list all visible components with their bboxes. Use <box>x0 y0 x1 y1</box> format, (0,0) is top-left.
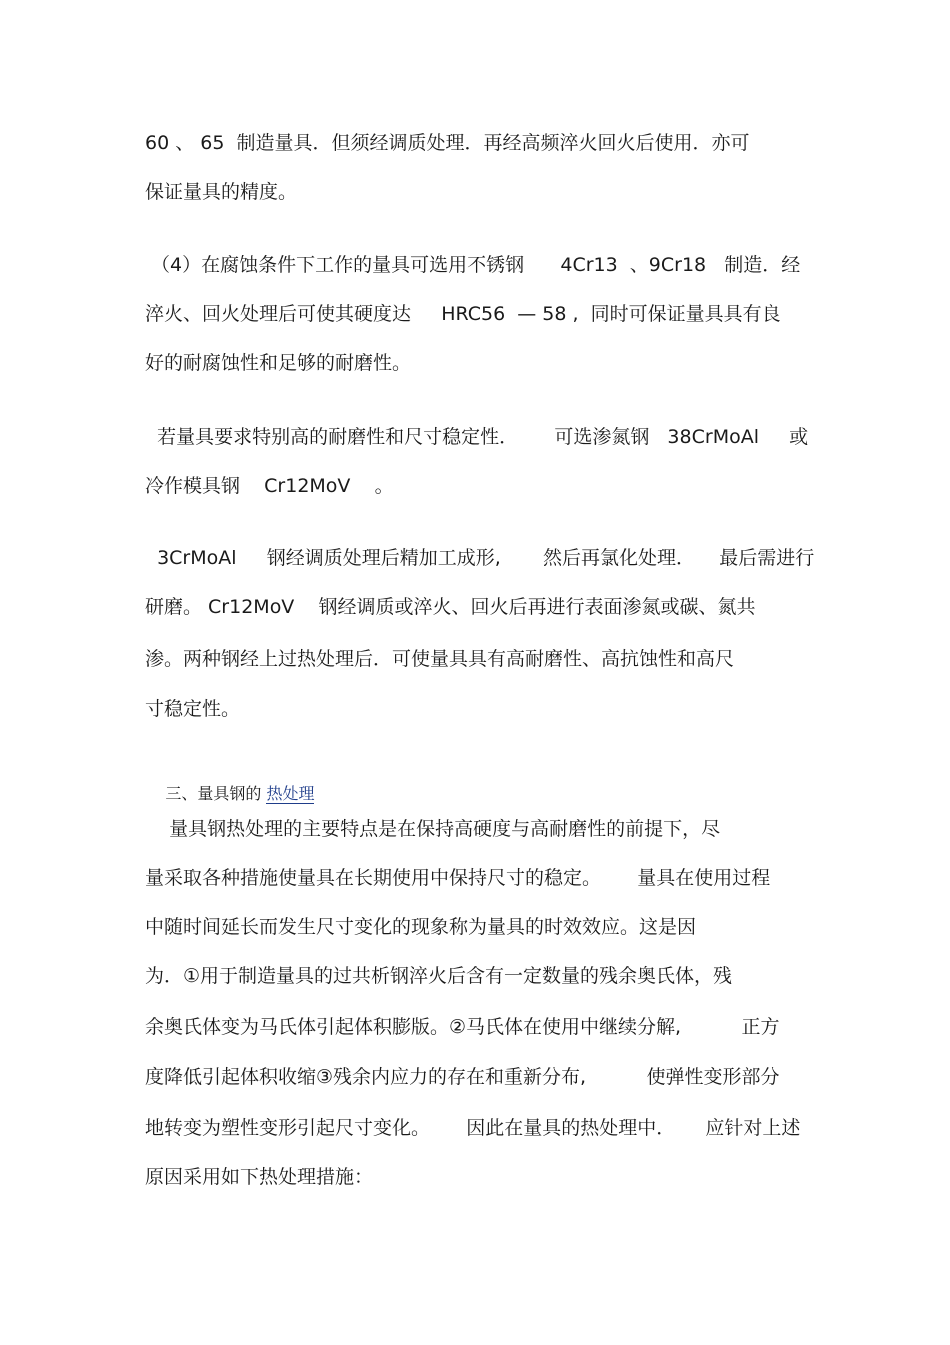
text-line: 渗。两种钢经上过热处理后．可使量具具有高耐磨性、高抗蚀性和高尺 <box>145 648 735 670</box>
text-line: 3CrMoAl 钢经调质处理后精加工成形, 然后再氯化处理． 最后需进行 <box>145 547 815 569</box>
text-line: 地转变为塑性变形引起尺寸变化。 因此在量具的热处理中． 应针对上述 <box>145 1117 801 1139</box>
text-line: 60 、 65 制造量具．但须经调质处理．再经高频淬火回火后使用．亦可 <box>145 132 750 154</box>
section-heading-prefix: 三、量具钢的 <box>165 784 267 803</box>
text-line: 好的耐腐蚀性和足够的耐磨性。 <box>145 352 412 374</box>
text-line: 度降低引起体积收缩③残余内应力的存在和重新分布, 使弹性变形部分 <box>145 1066 780 1088</box>
text-line: 为．①用于制造量具的过共析钢淬火后含有一定数量的残余奥氏体，残 <box>145 965 733 987</box>
text-line: 寸稳定性。 <box>145 698 241 720</box>
text-line: 原因采用如下热处理措施： <box>145 1166 374 1188</box>
text-line: 量具钢热处理的主要特点是在保持高硬度与高耐磨性的前提下，尽 <box>145 818 721 840</box>
text-line: 量采取各种措施使量具在长期使用中保持尺寸的稳定。 量具在使用过程 <box>145 867 771 889</box>
text-line: 中随时间延长而发生尺寸变化的现象称为量具的时效效应。这是因 <box>145 916 697 938</box>
text-line: 研磨。 Cr12MoV 钢经调质或淬火、回火后再进行表面渗氮或碳、氮共 <box>145 596 756 618</box>
text-line: 余奥氏体变为马氏体引起体积膨版。②马氏体在使用中继续分解, 正方 <box>145 1016 780 1038</box>
text-line: 淬火、回火处理后可使其硬度达 HRC56 — 58 , 同时可保证量具具有良 <box>145 303 781 325</box>
heat-treatment-link[interactable]: 热处理 <box>266 784 315 803</box>
text-line: 若量具要求特别高的耐磨性和尺寸稳定性． 可选渗氮钢 38CrMoAl 或 <box>145 426 809 448</box>
text-line: 保证量具的精度。 <box>145 181 298 203</box>
text-line: 冷作模具钢 Cr12MoV 。 <box>145 475 394 497</box>
text-line: （4）在腐蚀条件下工作的量具可选用不锈钢 4Cr13 、9Cr18 制造．经 <box>145 254 801 276</box>
